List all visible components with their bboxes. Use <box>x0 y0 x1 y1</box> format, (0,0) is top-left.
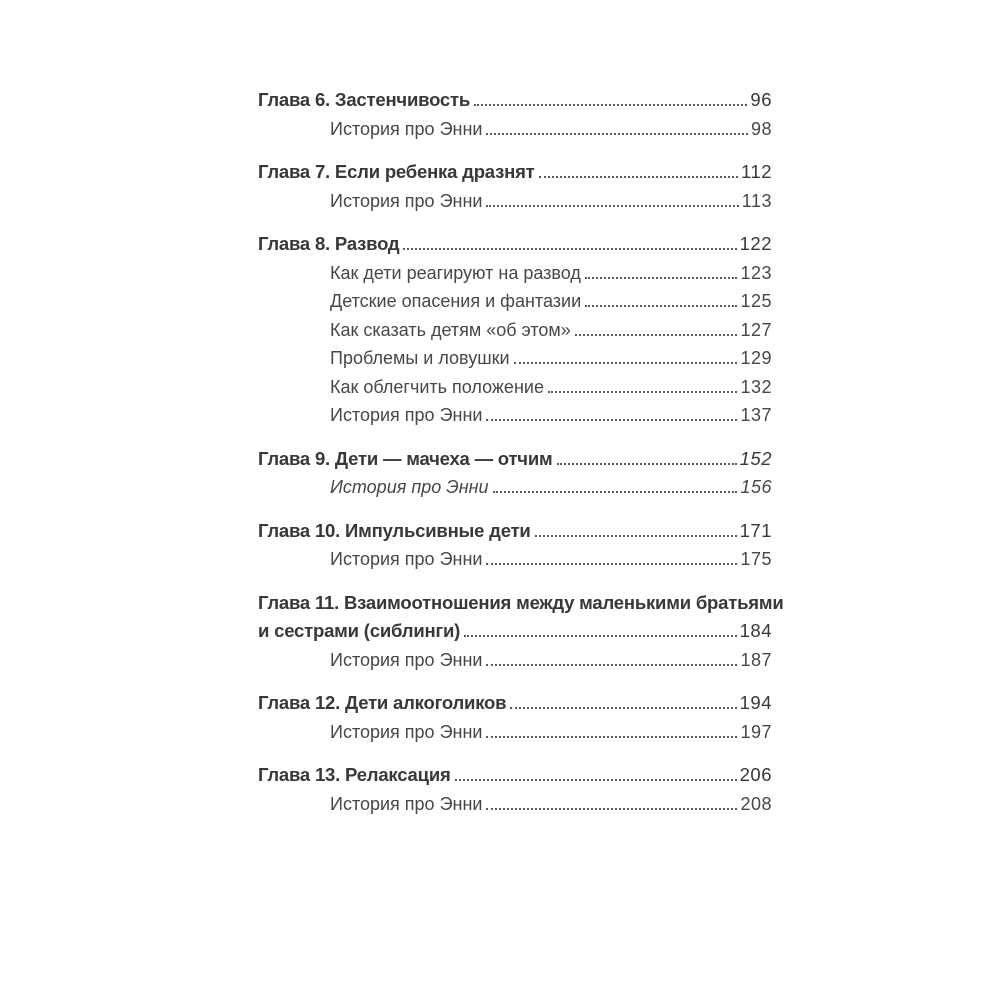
toc-chapter-row <box>258 86 772 115</box>
page-number: 125 <box>740 291 772 311</box>
toc-section-row <box>258 401 772 430</box>
dot-leader <box>486 205 738 207</box>
dot-leader <box>486 419 737 421</box>
toc-section-row <box>258 473 772 502</box>
toc-section-row <box>258 718 772 747</box>
toc-chapter-group <box>258 230 772 430</box>
page-number: 208 <box>740 793 772 814</box>
page-number: 184 <box>739 620 772 641</box>
dot-leader <box>486 808 737 810</box>
toc-section-row <box>258 790 772 819</box>
dot-leader <box>585 305 737 307</box>
toc-chapter-row <box>258 617 772 646</box>
toc-section-row <box>258 373 772 402</box>
dot-leader <box>557 463 737 465</box>
dot-leader <box>486 563 737 565</box>
page-number: 98 <box>750 118 772 139</box>
section-title: История про Энни <box>330 793 483 814</box>
toc-section-row <box>258 287 772 316</box>
toc-chapter-group <box>258 589 784 675</box>
chapter-title: Глава 9. Дети — мачеха — отчим <box>258 447 553 469</box>
toc-chapter-row <box>258 589 784 618</box>
chapter-title: Глава 11. Взаимоотношения между маленькими братьями <box>258 591 784 613</box>
page-number: 156 <box>740 477 772 497</box>
chapter-title: и сестрами (сиблинги) <box>258 620 461 641</box>
section-title: Как облегчить положение <box>330 376 544 397</box>
page-number: 122 <box>739 233 772 254</box>
section-title: История про Энни <box>330 190 483 211</box>
dot-leader <box>548 391 738 393</box>
page-number: 129 <box>740 348 772 368</box>
section-title: Детские опасения и фантазии <box>330 291 582 311</box>
dot-leader <box>486 133 748 135</box>
toc-chapter-row <box>258 158 772 187</box>
page-number: 112 <box>741 161 772 182</box>
toc-chapter-group <box>258 517 772 574</box>
toc-chapter-group <box>258 761 772 818</box>
page-number: 123 <box>740 262 772 283</box>
section-title: История про Энни <box>330 477 489 497</box>
toc-chapter-group <box>258 689 772 746</box>
page-number: 197 <box>740 721 772 742</box>
section-title: Проблемы и ловушки <box>330 348 510 368</box>
page-number: 187 <box>740 649 772 670</box>
page-number: 175 <box>740 549 772 569</box>
chapter-title: Глава 8. Развод <box>258 233 400 254</box>
dot-leader <box>474 104 747 106</box>
dot-leader <box>585 277 738 279</box>
toc-chapter-group <box>258 86 772 143</box>
toc-section-row <box>258 545 772 574</box>
page-number: 194 <box>739 692 772 713</box>
chapter-title: Глава 12. Дети алкоголиков <box>258 692 507 713</box>
page-number: 206 <box>739 764 772 785</box>
toc-chapter-row <box>258 517 772 546</box>
toc-section-row <box>258 316 772 345</box>
section-title: История про Энни <box>330 405 483 425</box>
dot-leader <box>486 664 737 666</box>
dot-leader <box>510 707 736 709</box>
dot-leader <box>539 176 738 178</box>
page-number: 152 <box>739 447 772 469</box>
toc-chapter-row <box>258 689 772 718</box>
chapter-title: Глава 13. Релаксация <box>258 764 451 785</box>
page-number: 127 <box>740 319 772 340</box>
toc-section-row <box>258 344 772 373</box>
toc-chapter-row <box>258 230 772 259</box>
toc-section-row <box>258 646 772 675</box>
section-title: История про Энни <box>330 118 483 139</box>
section-title: История про Энни <box>330 721 483 742</box>
toc-chapter-row <box>258 761 772 790</box>
toc-section-row <box>258 115 772 144</box>
dot-leader <box>464 635 737 637</box>
chapter-title: Глава 6. Застенчивость <box>258 89 471 110</box>
chapter-title: Глава 10. Импульсивные дети <box>258 519 531 541</box>
section-title: История про Энни <box>330 549 483 569</box>
toc-section-row <box>258 259 772 288</box>
table-of-contents <box>258 86 784 833</box>
page-number: 137 <box>740 405 772 425</box>
dot-leader <box>486 736 737 738</box>
section-title: Как сказать детям «об этом» <box>330 319 571 340</box>
toc-chapter-group <box>258 445 772 502</box>
page-number: 132 <box>740 376 772 397</box>
page-number: 171 <box>739 519 772 541</box>
dot-leader <box>535 535 737 537</box>
toc-section-row <box>258 187 772 216</box>
dot-leader <box>455 779 737 781</box>
dot-leader <box>403 248 736 250</box>
dot-leader <box>514 362 738 364</box>
toc-chapter-row <box>258 445 772 474</box>
section-title: История про Энни <box>330 649 483 670</box>
dot-leader <box>493 491 738 493</box>
page-number: 113 <box>741 190 772 211</box>
section-title: Как дети реагируют на развод <box>330 262 581 283</box>
toc-chapter-group <box>258 158 772 215</box>
page-number: 96 <box>750 89 772 110</box>
chapter-title: Глава 7. Если ребенка дразнят <box>258 161 535 182</box>
dot-leader <box>575 334 738 336</box>
